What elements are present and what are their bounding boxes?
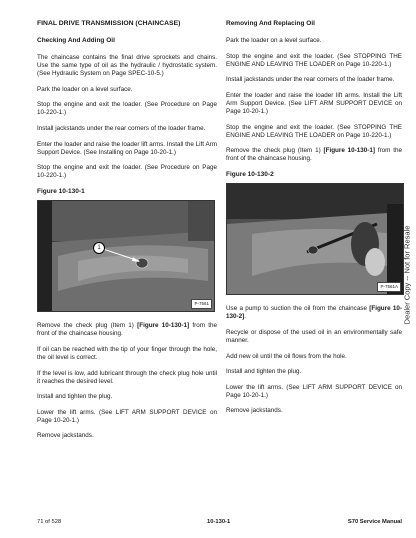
- paragraph: Remove jackstands.: [37, 432, 94, 440]
- figure-reference: [Figure 10-130-2]: [226, 305, 402, 321]
- section-heading: FINAL DRIVE TRANSMISSION (CHAINCASE): [37, 20, 181, 27]
- paragraph: Enter the loader and raise the loader lift arms. Install the Lift Arm Support Device. (See LIFT ARM SUPPORT DEVICE on Page 10-20-1.): [226, 91, 402, 116]
- paragraph: Park the loader on a level surface.: [226, 37, 322, 44]
- paragraph: Add new oil until the oil flows from the hole.: [226, 352, 347, 360]
- figure-label: Figure 10-130-2: [226, 171, 274, 179]
- paragraph: Remove jackstands.: [226, 407, 283, 415]
- page-number: 10-130-1: [207, 519, 231, 525]
- paragraph: Install and tighten the plug.: [37, 393, 113, 401]
- paragraph: Remove the check plug (Item 1) [Figure 10-130-1] from the front of the chaincase housing.: [37, 322, 217, 338]
- paragraph: Park the loader on a level surface.: [37, 85, 133, 93]
- figure-id: P-7561A: [377, 282, 401, 292]
- paragraph: Stop the engine and exit the loader. (See Procedure on Page 10-220-1.): [37, 164, 217, 180]
- page-counter: 71 of 528: [37, 519, 62, 525]
- paragraph: The chaincase contains the final drive sprockets and chains. Use the same type of oil as the hydraulic / hydrostatic system. (See Hydraulic System on Page SPEC-10-5.): [37, 54, 217, 78]
- figure-oil-pump-photo: [226, 183, 404, 295]
- right-column: [226, 20, 402, 423]
- paragraph: Lower the lift arms. (See LIFT ARM SUPPORT DEVICE on Page 10-20-1.): [37, 408, 217, 424]
- watermark-text: Dealer Copy -- Not for Resale: [402, 225, 412, 325]
- paragraph: Install jackstands under the rear corners of the loader frame.: [37, 125, 206, 133]
- paragraph: Stop the engine and exit the loader. (See Procedure on Page 10-220-1.): [37, 101, 217, 117]
- chaincase-photo-image: [38, 201, 214, 311]
- callout-item-1: 1: [93, 242, 105, 254]
- figure-id: P-7561: [191, 299, 212, 309]
- paragraph: Use a pump to suction the oil from the chaincase [Figure 10-130-2].: [226, 305, 402, 321]
- figure-chaincase-photo: [37, 200, 215, 312]
- paragraph: If oil can be reached with the tip of your finger through the hole, the oil level is correct.: [37, 345, 217, 361]
- paragraph: Install and tighten the plug.: [226, 368, 302, 376]
- paragraph: Stop the engine and exit the loader. (See STOPPING THE ENGINE AND LEAVING THE LOADER on Page 10-220-1.): [226, 52, 402, 68]
- dealer-copy-watermark: [402, 215, 412, 335]
- oil-pump-photo-image: [227, 184, 403, 294]
- paragraph: If the level is low, add lubricant through the check plug hole until it reaches the desired level.: [37, 369, 217, 385]
- figure-reference: [Figure 10-130-1]: [137, 322, 190, 330]
- paragraph: Lower the lift arms. (See LIFT ARM SUPPORT DEVICE on Page 10-20-1.): [226, 383, 402, 399]
- figure-label: Figure 10-130-1: [37, 188, 85, 196]
- paragraph: Stop the engine and exit the loader. (See STOPPING THE ENGINE AND LEAVING THE LOADER on Page 10-220-1.): [226, 123, 402, 139]
- paragraph: Recycle or dispose of the used oil in an environmentally safe manner.: [226, 328, 402, 344]
- figure-reference: [Figure 10-130-1]: [323, 147, 375, 155]
- subsection-heading: Removing And Replacing Oil: [226, 20, 315, 27]
- paragraph: Enter the loader and raise the loader lift arms. Install the Lift Arm Support Device. (See Installing on Page 10-20-1.): [37, 140, 217, 156]
- paragraph: Remove the check plug (Item 1) [Figure 10-130-1] from the front of the chaincase housing.: [226, 147, 402, 163]
- left-column: [37, 20, 217, 448]
- paragraph: Install jackstands under the rear corners of the loader frame.: [226, 76, 395, 84]
- manual-title: S70 Service Manual: [347, 519, 402, 525]
- subsection-heading: Checking And Adding Oil: [37, 37, 115, 44]
